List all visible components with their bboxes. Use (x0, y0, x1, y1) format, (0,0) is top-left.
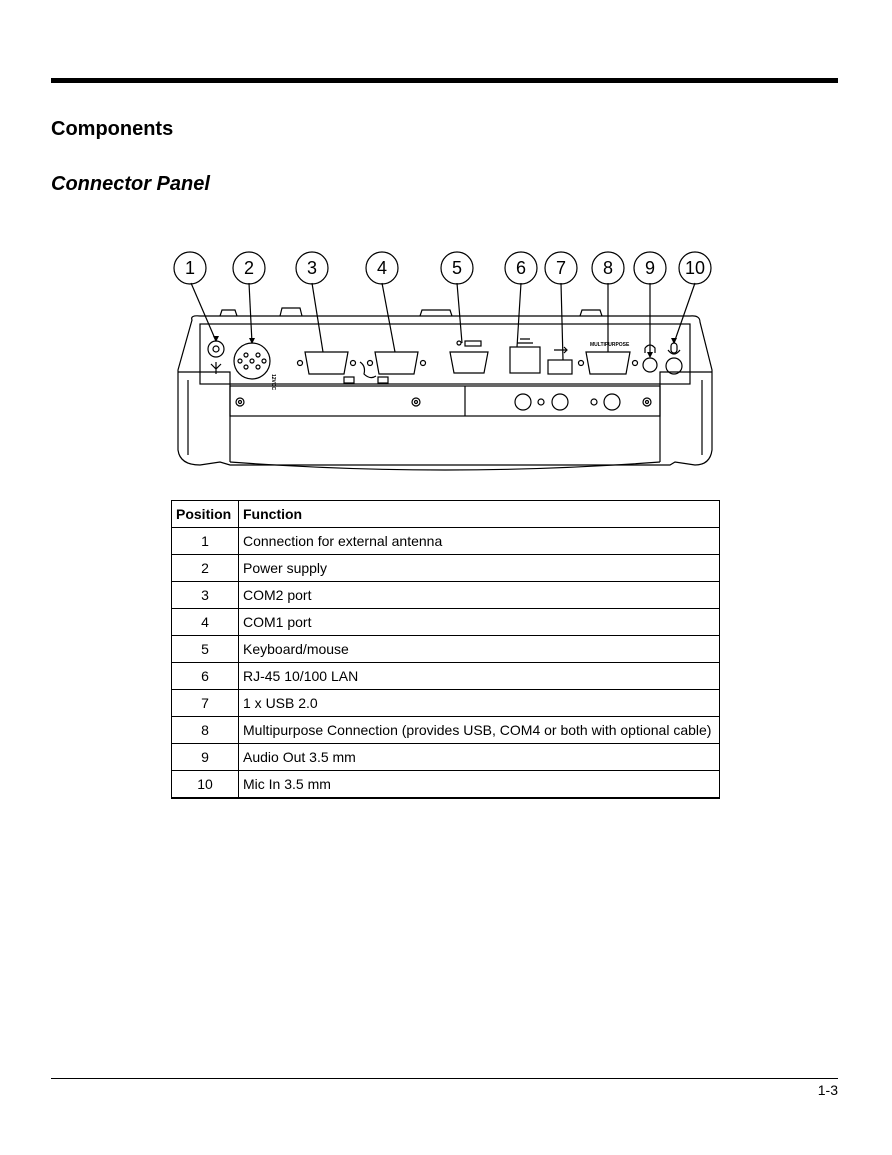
column-header-position: Position (172, 501, 239, 528)
callout-8: 8 (602, 258, 614, 278)
callout-1: 1 (184, 258, 196, 278)
function-cell: Connection for external antenna (239, 528, 720, 555)
connector-panel-figure (160, 240, 730, 485)
table-row (172, 663, 720, 690)
position-cell: 9 (172, 744, 239, 771)
function-cell: Multipurpose Connection (provides USB, COM4 or both with optional cable) (239, 717, 720, 744)
callout-7: 7 (555, 258, 567, 278)
position-cell: 10 (172, 771, 239, 799)
position-cell: 6 (172, 663, 239, 690)
table-row (172, 609, 720, 636)
table-row (172, 555, 720, 582)
callout-5: 5 (451, 258, 463, 278)
callout-3: 3 (306, 258, 318, 278)
page-number: 1-3 (817, 1082, 838, 1098)
table-row (172, 744, 720, 771)
connector-panel-drawing (160, 240, 730, 485)
position-cell: 4 (172, 609, 239, 636)
callout-4: 4 (376, 258, 388, 278)
power-port-label: 12VDC (270, 374, 276, 391)
table-row (172, 717, 720, 744)
table-row (172, 771, 720, 799)
header-rule (51, 78, 838, 83)
function-cell: Audio Out 3.5 mm (239, 744, 720, 771)
table-header-row (172, 501, 720, 528)
position-cell: 2 (172, 555, 239, 582)
callout-2: 2 (243, 258, 255, 278)
multipurpose-port-label: MULTIPURPOSE (590, 342, 630, 348)
position-cell: 1 (172, 528, 239, 555)
callout-6: 6 (515, 258, 527, 278)
table-row (172, 636, 720, 663)
table-row (172, 690, 720, 717)
footer-rule (51, 1078, 838, 1079)
position-cell: 8 (172, 717, 239, 744)
callout-9: 9 (644, 258, 656, 278)
section-title: Components (51, 118, 174, 140)
position-cell: 3 (172, 582, 239, 609)
function-cell: Power supply (239, 555, 720, 582)
table-row (172, 582, 720, 609)
subsection-title: Connector Panel (51, 173, 210, 195)
table-row (172, 528, 720, 555)
function-cell: RJ-45 10/100 LAN (239, 663, 720, 690)
column-header-function: Function (239, 501, 720, 528)
connector-table (171, 500, 720, 799)
function-cell: Mic In 3.5 mm (239, 771, 720, 799)
function-cell: Keyboard/mouse (239, 636, 720, 663)
function-cell: COM1 port (239, 609, 720, 636)
position-cell: 7 (172, 690, 239, 717)
function-cell: 1 x USB 2.0 (239, 690, 720, 717)
function-cell: COM2 port (239, 582, 720, 609)
position-cell: 5 (172, 636, 239, 663)
callout-10: 10 (684, 258, 706, 278)
